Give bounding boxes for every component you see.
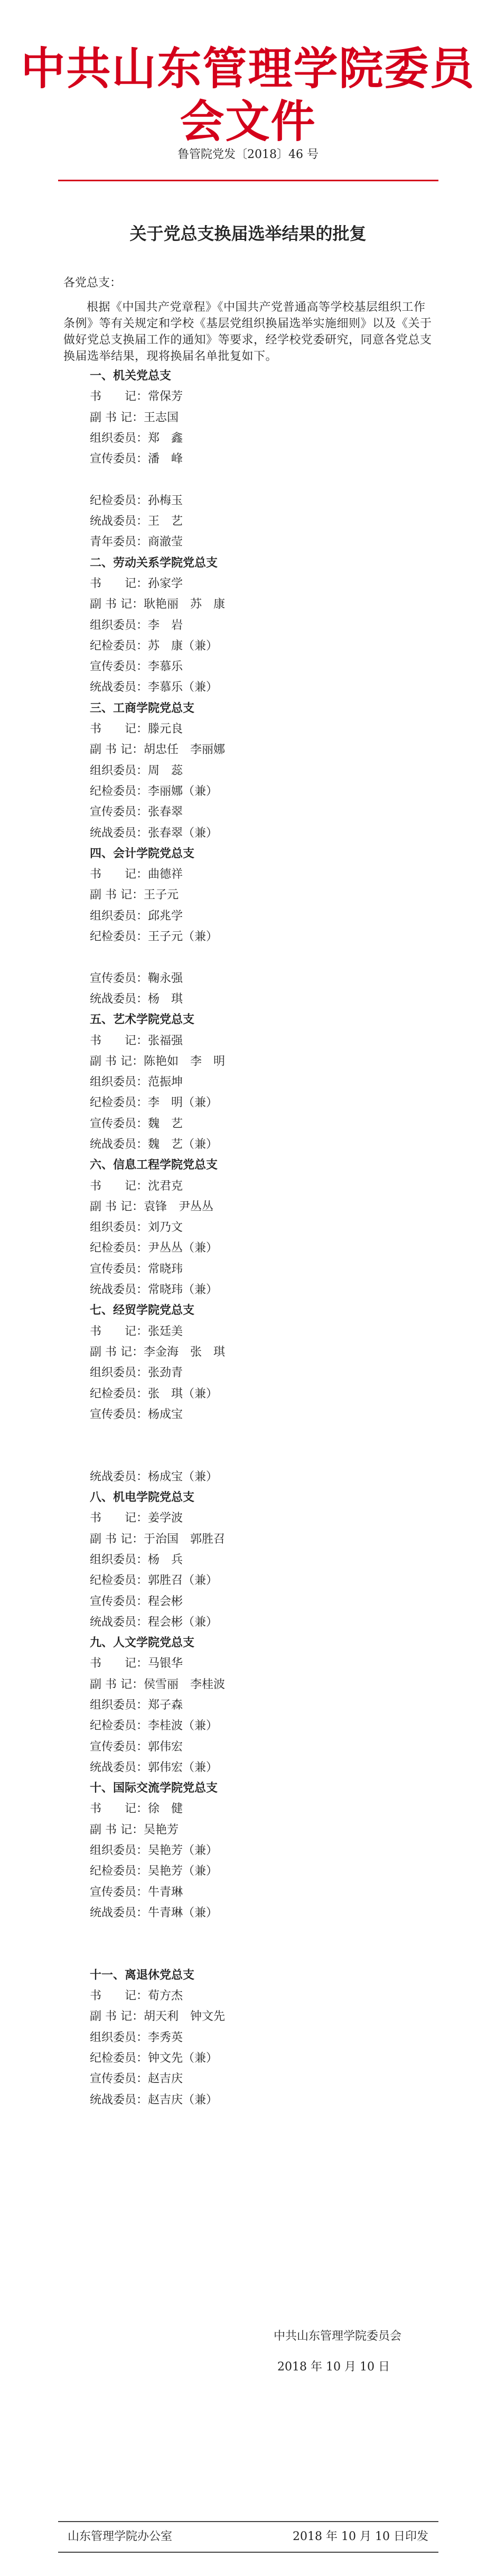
member-names: 李 岩: [148, 618, 183, 632]
member-role: 组织委员：: [90, 431, 148, 445]
member-row: [90, 2069, 438, 2089]
member-role: 纪检委员：: [90, 1865, 148, 1878]
member-row: [90, 1861, 438, 1882]
member-row: [90, 1114, 438, 1134]
member-row: [90, 926, 438, 947]
member-names: 魏 艺: [148, 1117, 183, 1131]
member-role: 统战委员：: [90, 1906, 148, 1920]
member-names: 马银华: [148, 1657, 183, 1671]
member-role: 纪检委员：: [90, 1241, 148, 1255]
member-role: 书 记：: [90, 1989, 148, 2003]
member-row: [90, 1529, 438, 1550]
member-role: 纪检委员：: [90, 1387, 148, 1401]
member-row: [90, 1799, 438, 1819]
member-row: [90, 511, 438, 532]
member-row: [90, 1031, 438, 1051]
member-role: 副 书 记：: [90, 1200, 144, 1213]
document-number: 鲁管院党发〔2018〕46 号: [177, 148, 319, 161]
member-names: 钟文先（兼）: [148, 2052, 218, 2065]
member-role: 组织委员：: [90, 1844, 148, 1858]
member-role: 统战委员：: [90, 992, 148, 1006]
member-row: [90, 2090, 438, 2110]
branch-heading: 九、人文学院党总支: [90, 1636, 195, 1650]
member-row: [90, 802, 438, 822]
member-row: [90, 1986, 438, 2006]
member-role: 宣传委员：: [90, 1740, 148, 1754]
member-role: 宣传委员：: [90, 1885, 148, 1899]
member-row: [90, 1363, 438, 1383]
member-role: 统战委员：: [90, 1137, 148, 1151]
member-role: 宣传委员：: [90, 1595, 148, 1608]
member-names: 杨 琪: [148, 992, 183, 1006]
member-row: [90, 968, 438, 989]
member-names: 程会彬（兼）: [148, 1615, 218, 1629]
member-row: [90, 1072, 438, 1092]
member-row: [90, 1467, 438, 1487]
document-title: 关于党总支换届选举结果的批复: [129, 224, 367, 244]
member-names: 郭伟宏: [148, 1740, 183, 1754]
member-row: [90, 1840, 438, 1861]
member-role: 纪检委员：: [90, 784, 148, 798]
list-gap: [90, 1923, 438, 1944]
member-role: 统战委员：: [90, 1615, 148, 1629]
member-row: [90, 1217, 438, 1238]
footer-issuer: 山东管理学院办公室: [68, 2530, 173, 2543]
member-names: 赵吉庆（兼）: [148, 2093, 218, 2107]
member-role: 副 书 记：: [90, 1532, 144, 1546]
member-row: [90, 761, 438, 781]
member-names: 鞠永强: [148, 971, 183, 985]
member-names: 郭伟宏（兼）: [148, 1760, 218, 1774]
member-row: [90, 781, 438, 802]
member-row: [90, 2027, 438, 2048]
signer-org: 中共山东管理学院委员会: [273, 2330, 401, 2343]
member-names: 徐 健: [148, 1802, 183, 1816]
member-row: [90, 1404, 438, 1425]
member-role: 纪检委员：: [90, 2052, 148, 2065]
member-role: 书 记：: [90, 868, 148, 882]
member-row: [90, 1259, 438, 1280]
member-names: 周 蕊: [148, 764, 183, 777]
member-row: [90, 490, 438, 511]
branch-heading: 六、信息工程学院党总支: [90, 1158, 218, 1172]
member-role: 统战委员：: [90, 1470, 148, 1484]
branch-heading: 五、艺术学院党总支: [90, 1013, 195, 1027]
member-role: 纪检委员：: [90, 494, 148, 507]
member-names: 李慕乐（兼）: [148, 681, 218, 694]
member-row: [90, 1674, 438, 1695]
member-names: 张春翠: [148, 805, 183, 819]
member-row: [90, 615, 438, 636]
member-names: 杨成宝: [148, 1407, 183, 1421]
member-role: 宣传委员：: [90, 452, 148, 466]
member-role: 副 书 记：: [90, 2010, 144, 2024]
signature-date: 2018 年 10 月 10 日: [277, 2360, 390, 2374]
member-role: 组织委员：: [90, 909, 148, 923]
member-names: 王子元: [144, 888, 179, 902]
member-row: [90, 1508, 438, 1528]
member-row: [90, 1134, 438, 1155]
member-names: 张廷美: [148, 1324, 183, 1338]
member-names: 张春翠（兼）: [148, 826, 218, 840]
footer-print-date: 2018 年 10 月 10 日印发: [293, 2530, 428, 2543]
member-role: 书 记：: [90, 577, 148, 590]
member-names: 孙家学: [148, 577, 183, 590]
footer-top-rule: [58, 2521, 438, 2522]
member-names: 孙梅玉: [148, 494, 183, 507]
member-names: 常晓玮: [148, 1262, 183, 1276]
member-row: [90, 2006, 438, 2027]
member-names: 杨成宝（兼）: [148, 1470, 218, 1484]
member-row: [90, 1903, 438, 1923]
member-row: [90, 1384, 438, 1404]
member-role: 组织委员：: [90, 764, 148, 777]
member-row: [90, 1612, 438, 1633]
member-role: 组织委员：: [90, 1553, 148, 1567]
member-role: 副 书 记：: [90, 1054, 144, 1068]
intro-paragraph: 根据《中国共产党章程》《中国共产党普通高等学校基层组织工作条例》等有关规定和学校《基层党组织换届选举实施细则》以及《关于做好党总支换届工作的通知》等要求，经学校党委研究，同意各党总支换届选举结果，现将换届名单批复如下。: [63, 301, 432, 363]
member-names: 潘 峰: [148, 452, 183, 466]
member-role: 纪检委员：: [90, 1574, 148, 1588]
member-role: 统战委员：: [90, 515, 148, 529]
list-gap: [90, 1944, 438, 1965]
member-names: 常保芳: [148, 390, 183, 404]
member-names: 于治国 郭胜召: [144, 1532, 226, 1546]
list-gap: [90, 1425, 438, 1445]
branch-heading: 十一、离退休党总支: [90, 1968, 195, 1982]
member-role: 青年委员：: [90, 535, 148, 549]
member-role: 宣传委员：: [90, 971, 148, 985]
branch-heading: 二、劳动关系学院党总支: [90, 555, 218, 570]
member-names: 侯雪丽 李桂波: [144, 1678, 226, 1691]
member-names: 李 明（兼）: [148, 1096, 218, 1110]
member-role: 纪检委员：: [90, 930, 148, 944]
branch-heading: 一、机关党总支: [90, 369, 172, 383]
member-role: 书 记：: [90, 1802, 148, 1816]
member-role: 宣传委员：: [90, 805, 148, 819]
member-names: 杨 兵: [148, 1553, 183, 1567]
member-names: 袁锋 尹丛丛: [144, 1200, 214, 1213]
member-row: [90, 1342, 438, 1363]
member-role: 副 书 记：: [90, 1678, 144, 1691]
member-row: [90, 1550, 438, 1570]
member-role: 书 记：: [90, 390, 148, 404]
member-names: 常晓玮（兼）: [148, 1283, 218, 1297]
member-role: 书 记：: [90, 1324, 148, 1338]
member-row: [90, 1653, 438, 1674]
list-gap: [90, 947, 438, 968]
member-role: 书 记：: [90, 1034, 148, 1048]
member-names: 魏 艺（兼）: [148, 1137, 218, 1151]
member-row: [90, 1591, 438, 1612]
member-role: 副 书 记：: [90, 1345, 144, 1359]
member-role: 书 记：: [90, 722, 148, 736]
member-row: [90, 428, 438, 449]
member-row: [90, 573, 438, 594]
member-names: 范振坤: [148, 1076, 183, 1089]
member-row: [90, 1737, 438, 1757]
member-names: 吴艳芳（兼）: [148, 1844, 218, 1858]
member-role: 书 记：: [90, 1179, 148, 1193]
member-names: 王 艺: [148, 515, 183, 529]
member-row: [90, 1280, 438, 1300]
member-row: [90, 1757, 438, 1778]
member-names: 邱兆学: [148, 909, 183, 923]
member-row: [90, 1051, 438, 1072]
member-role: 统战委员：: [90, 826, 148, 840]
member-role: 副 书 记：: [90, 598, 144, 611]
member-names: 郑 鑫: [148, 431, 183, 445]
member-names: 尹丛丛（兼）: [148, 1241, 218, 1255]
branch-heading: 十、国际交流学院党总支: [90, 1781, 218, 1795]
member-names: 郭胜召（兼）: [148, 1574, 218, 1588]
member-role: 副 书 记：: [90, 1823, 144, 1837]
member-names: 王志国: [144, 411, 179, 424]
member-role: 统战委员：: [90, 1760, 148, 1774]
member-names: 曲德祥: [148, 868, 183, 882]
member-names: 陈艳如 李 明: [144, 1054, 226, 1068]
member-row: [90, 906, 438, 926]
member-row: [90, 1238, 438, 1258]
member-row: [90, 656, 438, 677]
member-names: 吴艳芳（兼）: [148, 1865, 218, 1878]
member-row: [90, 864, 438, 885]
member-row: [90, 386, 438, 407]
member-role: 纪检委员：: [90, 1096, 148, 1110]
member-row: [90, 719, 438, 739]
member-role: 副 书 记：: [90, 888, 144, 902]
member-names: 牛青琳: [148, 1885, 183, 1899]
member-names: 李桂波（兼）: [148, 1719, 218, 1733]
member-names: 张福强: [148, 1034, 183, 1048]
member-names: 牛青琳（兼）: [148, 1906, 218, 1920]
member-row: [90, 1176, 438, 1197]
member-names: 李金海 张 琪: [144, 1345, 226, 1359]
member-row: [90, 1716, 438, 1736]
member-role: 书 记：: [90, 1657, 148, 1671]
member-row: [90, 1820, 438, 1840]
member-list: [90, 366, 438, 2110]
member-row: [90, 1695, 438, 1716]
member-names: 李慕乐: [148, 660, 183, 674]
member-names: 商澈莹: [148, 535, 183, 549]
member-role: 宣传委员：: [90, 1117, 148, 1131]
member-role: 纪检委员：: [90, 639, 148, 653]
member-role: 统战委员：: [90, 2093, 148, 2107]
member-role: 组织委员：: [90, 1699, 148, 1712]
member-role: 宣传委员：: [90, 2072, 148, 2086]
member-row: [90, 1321, 438, 1342]
member-role: 组织委员：: [90, 1366, 148, 1380]
member-role: 统战委员：: [90, 1283, 148, 1297]
member-role: 组织委员：: [90, 618, 148, 632]
member-names: 滕元良: [148, 722, 183, 736]
list-gap: [90, 469, 438, 490]
member-role: 宣传委员：: [90, 660, 148, 674]
branch-heading: 八、机电学院党总支: [90, 1490, 195, 1505]
member-names: 胡天利 钟文先: [144, 2010, 226, 2024]
member-role: 组织委员：: [90, 1221, 148, 1235]
member-row: [90, 885, 438, 905]
member-role: 副 书 记：: [90, 743, 144, 757]
member-row: [90, 1570, 438, 1591]
member-names: 李丽娜（兼）: [148, 784, 218, 798]
member-role: 书 记：: [90, 1512, 148, 1525]
member-row: [90, 1092, 438, 1113]
member-role: 统战委员：: [90, 681, 148, 694]
member-role: 宣传委员：: [90, 1407, 148, 1421]
member-names: 赵吉庆: [148, 2072, 183, 2086]
member-row: [90, 407, 438, 428]
list-gap: [90, 1445, 438, 1466]
member-row: [90, 449, 438, 469]
member-row: [90, 739, 438, 760]
member-row: [90, 1197, 438, 1217]
branch-heading: 七、经贸学院党总支: [90, 1303, 195, 1318]
member-names: 沈君克: [148, 1179, 183, 1193]
member-names: 吴艳芳: [144, 1823, 179, 1837]
member-names: 荀方杰: [148, 1989, 183, 2003]
member-row: [90, 1882, 438, 1903]
member-row: [90, 594, 438, 615]
footer-bottom-rule: [58, 2552, 438, 2553]
member-names: 刘乃文: [148, 1221, 183, 1235]
member-role: 宣传委员：: [90, 1262, 148, 1276]
branch-heading: 四、会计学院党总支: [90, 846, 195, 860]
member-row: [90, 677, 438, 698]
salutation: 各党总支：: [63, 276, 122, 290]
red-divider: [58, 180, 438, 181]
member-names: 张劲青: [148, 1366, 183, 1380]
member-row: [90, 636, 438, 656]
member-names: 张 琪（兼）: [148, 1387, 218, 1401]
member-names: 耿艳丽 苏 康: [144, 598, 226, 611]
member-names: 程会彬: [148, 1595, 183, 1608]
member-names: 姜学波: [148, 1512, 183, 1525]
member-row: [90, 823, 438, 844]
member-role: 组织委员：: [90, 2031, 148, 2044]
member-row: [90, 532, 438, 552]
member-names: 郑子森: [148, 1699, 183, 1712]
member-role: 纪检委员：: [90, 1719, 148, 1733]
document-masthead: 中共山东管理学院委员会文件: [21, 42, 475, 147]
member-names: 胡忠任 李丽娜: [144, 743, 226, 757]
member-names: 苏 康（兼）: [148, 639, 218, 653]
member-role: 副 书 记：: [90, 411, 144, 424]
member-names: 王子元（兼）: [148, 930, 218, 944]
member-names: 李秀英: [148, 2031, 183, 2044]
member-role: 组织委员：: [90, 1076, 148, 1089]
member-row: [90, 989, 438, 1009]
branch-heading: 三、工商学院党总支: [90, 701, 195, 715]
member-row: [90, 2048, 438, 2069]
